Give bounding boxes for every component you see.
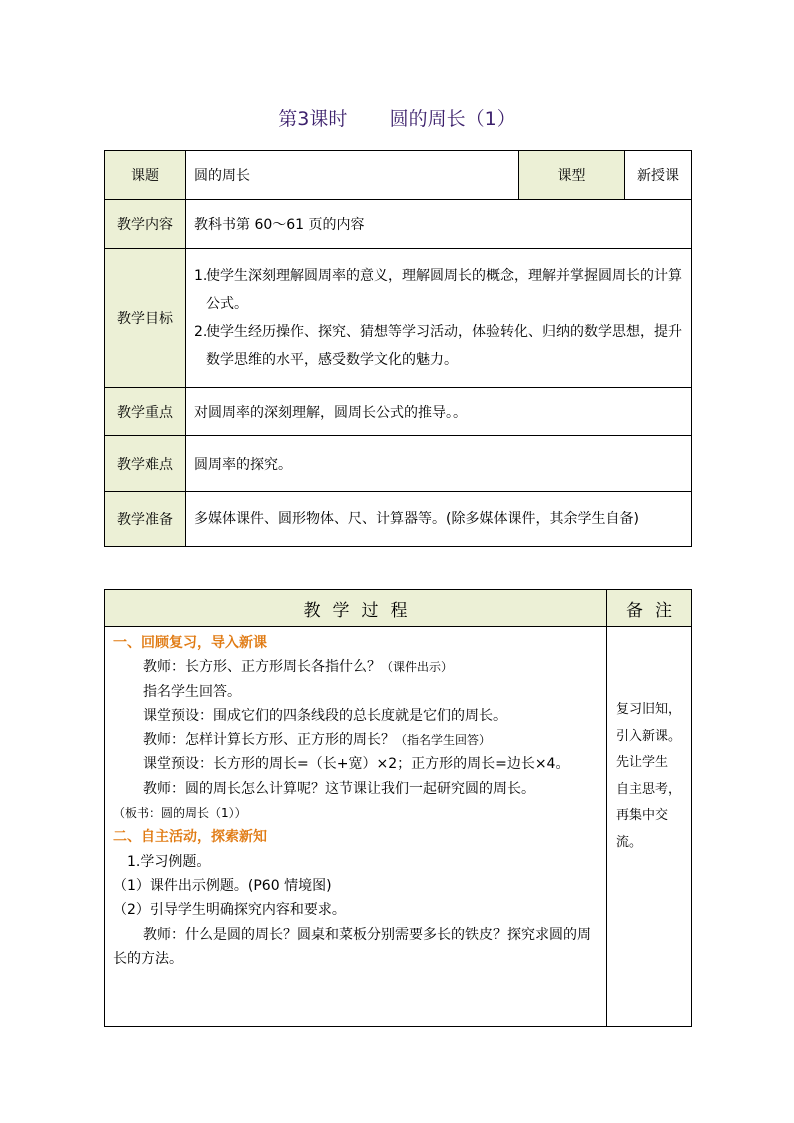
note-line: 引入新课。 [616,728,682,744]
note-line: 自主思考， [616,781,682,797]
topic-value: 圆的周长 [186,151,519,200]
note-line: 复习旧知， [616,702,682,717]
type-label: 课型 [519,151,625,200]
page-title: 第3课时 圆的周长（1） [278,108,516,130]
process-content [105,627,607,1027]
process-line: 教师：圆的周长怎么计算呢？这节课让我们一起研究圆的周长。 [143,780,535,797]
process-line: （1）课件出示例题。(P60 情境图) [113,877,332,894]
process-line: 课堂预设：长方形的周长=（长+宽）×2；正方形的周长=边长×4。 [143,756,570,773]
section-heading: 一、回顾复习，导入新课 [113,635,267,651]
note-content [607,627,692,1027]
content-value: 教科书第 60～61 页的内容 [186,200,692,249]
prep-row [105,492,692,547]
goals-label: 教学目标 [105,249,186,388]
section-heading: 二、自主活动，探索新知 [113,829,267,846]
process-line: 教师：怎样计算长方形、正方形的周长？（指名学生回答） [143,732,492,749]
difficulty-row [105,436,692,492]
content-label: 教学内容 [105,200,186,249]
difficulty-value: 圆周率的探究。 [186,436,692,492]
teaching-process-table [104,589,692,1027]
key-row [105,388,692,436]
content-row [105,200,692,249]
goals-cell [186,249,692,388]
process-header: 教学过程 [105,590,607,627]
process-line: 指名学生回答。 [143,683,241,700]
process-line: 1.学习例题。 [127,853,211,870]
lesson-info-table [104,150,692,547]
process-header-row [105,590,692,627]
topic-label: 课题 [105,151,186,200]
process-body-row [105,627,692,1027]
note-line: 再集中交 [616,808,669,823]
process-line: 教师：长方形、正方形周长各指什么？（课件出示） [143,659,454,676]
process-line: 课堂预设：围成它们的四条线段的总长度就是它们的周长。 [143,707,507,724]
type-value: 新授课 [625,151,692,200]
prep-value: 多媒体课件、圆形物体、尺、计算器等。(除多媒体课件，其余学生自备) [186,492,692,547]
key-label: 教学重点 [105,388,186,436]
process-line: 教师：什么是圆的周长？圆桌和菜板分别需要多长的铁皮？探究求圆的周长的方法。 [113,926,591,967]
note-header: 备注 [607,590,692,627]
prep-label: 教学准备 [105,492,186,547]
key-value: 对圆周率的深刻理解，圆周长公式的推导。。 [186,388,692,436]
difficulty-label: 教学难点 [105,436,186,492]
goal-item: 2. 使学生经历操作、探究、猜想等学习活动，体验转化、归纳的数学思想，提升数学思维的水平，感受数学文化的魅力。 [194,324,682,368]
note-line: 流。 [616,834,643,850]
note-line: 先让学生 [616,755,669,770]
goal-item: 1. 使学生深刻理解圆周率的意义，理解圆周长的概念，理解并掌握圆周长的计算公式。 [194,268,682,312]
topic-row [105,151,692,200]
goals-row [105,249,692,388]
process-line: （2）引导学生明确探究内容和要求。 [113,902,346,919]
process-line: （板书：圆的周长（1）） [113,806,247,821]
